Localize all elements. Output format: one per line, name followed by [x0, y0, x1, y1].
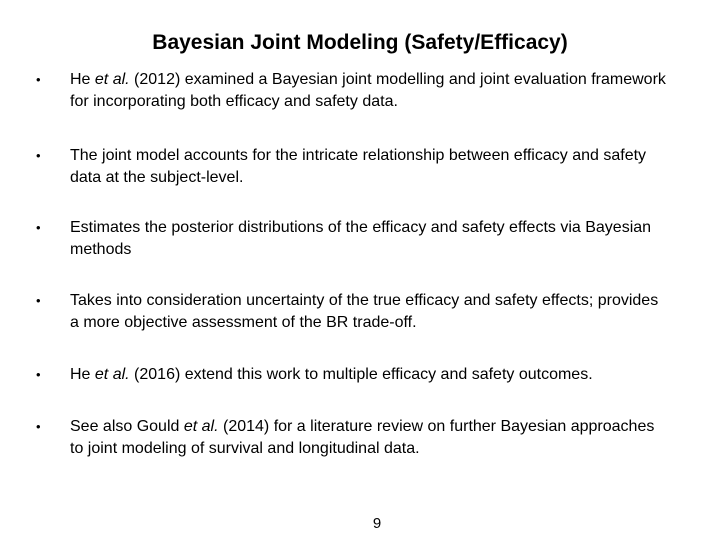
bullet-text-part: Estimates the posterior distributions of the efficacy and safety effects via Bayesian methods — [70, 219, 652, 258]
bullet-marker: • — [36, 293, 41, 308]
bullet-text — [70, 416, 670, 460]
bullet-text-part: He — [70, 71, 95, 88]
bullet-text — [70, 290, 670, 334]
slide-title: Bayesian Joint Modeling (Safety/Efficacy) — [152, 31, 568, 54]
bullet-text-part: Takes into consideration uncertainty of the true efficacy and safety effects; provides a more objective assessment of the BR trade-off. — [70, 292, 659, 331]
bullet-marker: • — [36, 72, 41, 87]
bullet-text — [70, 217, 670, 261]
bullet-text-part: See also Gould — [70, 418, 184, 435]
bullet-citation-em: et al. — [94, 366, 130, 383]
bullet-text — [70, 145, 670, 189]
bullet-text-part: (2016) extend this work to multiple efficacy and safety outcomes. — [129, 366, 593, 383]
bullet-text — [70, 364, 670, 386]
bullet-marker: • — [36, 220, 41, 235]
bullet-text-part: He — [70, 366, 95, 383]
bullet-text — [70, 69, 670, 113]
bullet-text-part: (2012) examined a Bayesian joint modelling and joint evaluation framework for incorporating both efficacy and safety data. — [70, 71, 666, 110]
bullet-marker: • — [36, 148, 41, 163]
bullet-citation-em: et al. — [94, 71, 130, 88]
bullet-text-part: The joint model accounts for the intricate relationship between efficacy and safety data at the subject-level. — [70, 147, 647, 186]
bullet-text-part: (2014) for a literature review on further Bayesian approaches to joint modeling of survival and longitudinal data. — [70, 418, 655, 457]
bullet-marker: • — [36, 419, 41, 434]
bullet-marker: • — [36, 367, 41, 382]
page-number: 9 — [372, 515, 382, 532]
bullet-citation-em: et al. — [183, 418, 219, 435]
